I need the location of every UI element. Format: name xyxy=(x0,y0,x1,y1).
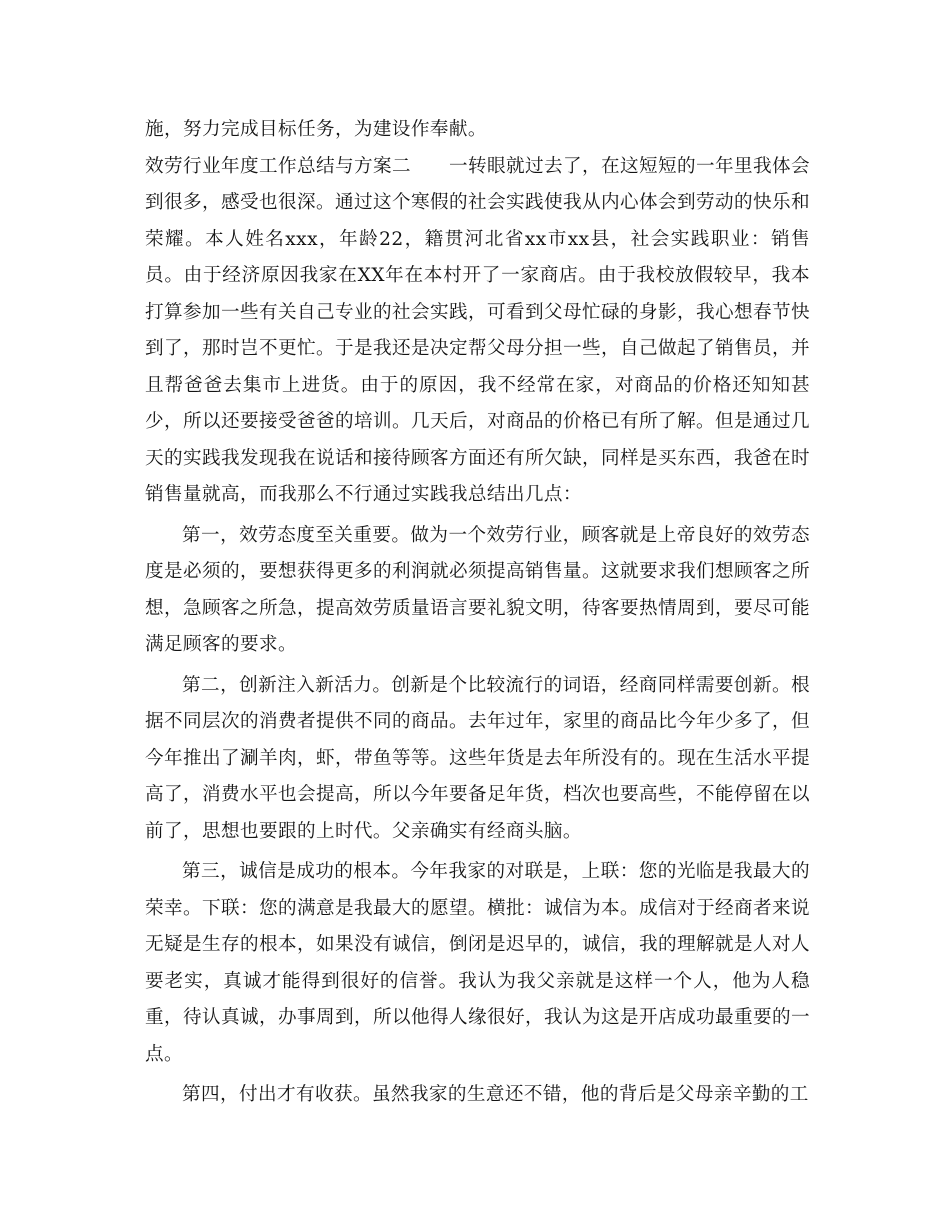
paragraph-intro: 效劳行业年度工作总结与方案二 一转眼就过去了，在这短短的一年里我体会到很多，感受也很深。通过这个寒假的社会实践使我从内心体会到劳动的快乐和荣耀。本人姓名xxx，年龄22，籍贯河北省xx市xx县，社会实践职业：销售员。由于经济原因我家在XX年在本村开了一家商店。由于我校放假较早，我本打算参加一些有关自己专业的社会实践，可看到父母忙碌的身影，我心想春节快到了，那时岂不更忙。于是我还是决定帮父母分担一些，自己做起了销售员，并且帮爸爸去集市上进货。由于的原因，我不经常在家，对商品的价格还知知甚少，所以还要接受爸爸的培训。几天后，对商品的价格已有所了解。但是通过几天的实践我发现我在说话和接待顾客方面还有所欠缺，同样是买东西，我爸在时销售量就高，而我那么不行通过实践我总结出几点： xyxy=(145,155,810,505)
paragraph-point-1: 第一，效劳态度至关重要。做为一个效劳行业，顾客就是上帝良好的效劳态度是必须的，要想获得更多的利润就必须提高销售量。这就要求我们想顾客之所想，急顾客之所急，提高效劳质量语言要礼貌文明，待客要热情周到，要尽可能满足顾客的要求。 xyxy=(145,524,810,655)
document-body xyxy=(145,112,810,1114)
paragraph-continuation: 施，努力完成目标任务，为建设作奉献。 xyxy=(145,119,487,140)
paragraph-point-4: 第四，付出才有收获。虽然我家的生意还不错，他的背后是父母亲辛勤的工 xyxy=(182,1084,809,1105)
paragraph-point-2: 第二，创新注入新活力。创新是个比较流行的词语，经商同样需要创新。根据不同层次的消费者提供不同的商品。去年过年，家里的商品比今年少多了，但今年推出了涮羊肉，虾，带鱼等等。这些年货是去年所没有的。现在生活水平提高了，消费水平也会提高，所以今年要备足年货，档次也要高些，不能停留在以前了，思想也要跟的上时代。父亲确实有经商头脑。 xyxy=(145,674,810,842)
paragraph-point-3: 第三，诚信是成功的根本。今年我家的对联是，上联：您的光临是我最大的荣幸。下联：您的满意是我最大的愿望。横批：诚信为本。成信对于经商者来说无疑是生存的根本，如果没有诚信，倒闭是迟早的，诚信，我的理解就是人对人要老实，真诚才能得到很好的信誉。我认为我父亲就是这样一个人，他为人稳重，待认真诚，办事周到，所以他得人缘很好，我认为这是开店成功最重要的一点。 xyxy=(145,861,810,1065)
